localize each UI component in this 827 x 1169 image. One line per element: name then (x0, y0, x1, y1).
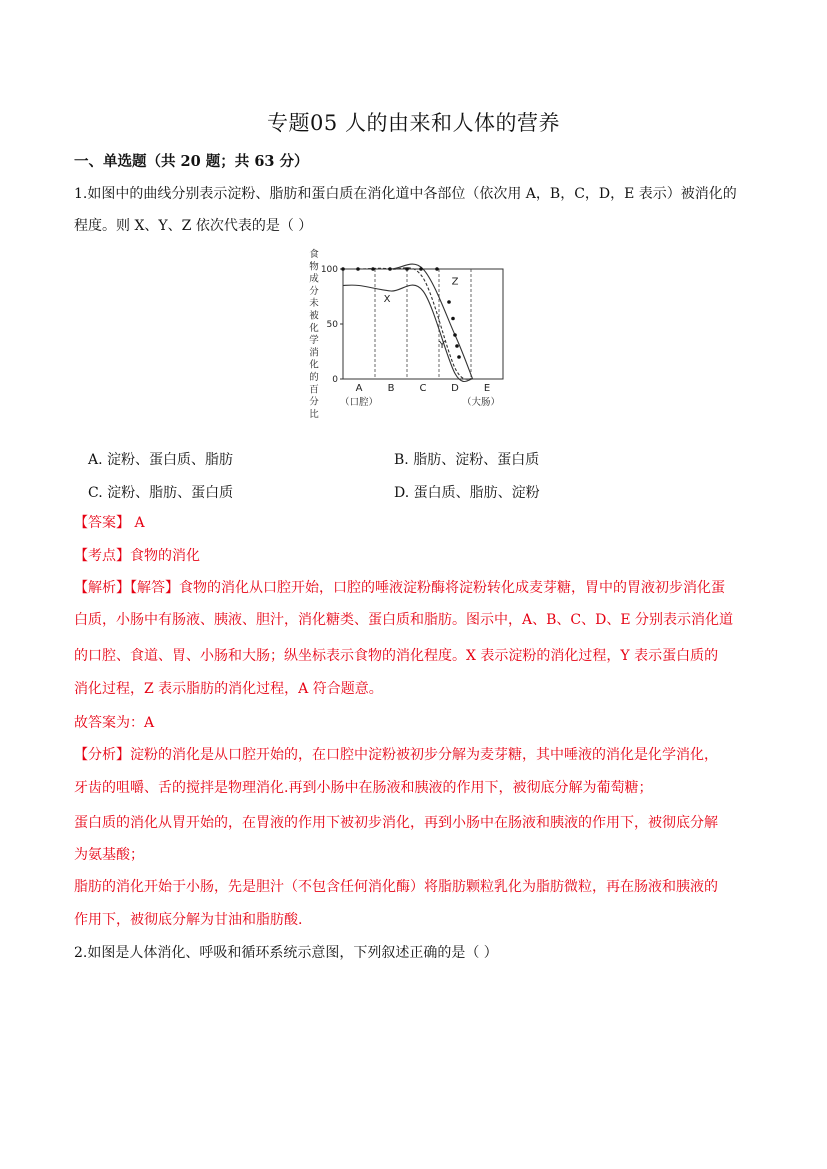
y-tick-label: 0 (332, 375, 338, 385)
digestion-chart (300, 247, 520, 432)
ylabel-char: 化 (309, 359, 319, 371)
q1-jiexi-line2: 白质，小肠中有肠液、胰液、胆汁，消化糖类、蛋白质和脂肪。图示中，A、B、C、D、E 分别表示消化道 (74, 612, 734, 628)
ylabel-char: 成 (309, 273, 319, 285)
series-point-z (371, 267, 375, 271)
ylabel-char: 被 (309, 310, 319, 322)
q1-jiexi-line1: 【解析】【解答】食物的消化从口腔开始，口腔的唾液淀粉酶将淀粉转化成麦芽糖，胃中的胃液初步消化蛋 (74, 580, 725, 596)
q1-option-a[interactable]: A. 淀粉、蛋白质、脂肪 (88, 452, 234, 468)
x-tick-label: D (451, 383, 459, 394)
q1-stem-line1: 1.如图中的曲线分别表示淀粉、脂肪和蛋白质在消化道中各部位（依次用 A，B，C，D，E 表示）被消化的 (74, 186, 737, 202)
series-point-z (405, 267, 409, 271)
plot-frame (343, 269, 503, 379)
q1-option-b[interactable]: B. 脂肪、淀粉、蛋白质 (394, 452, 540, 468)
ylabel-char: 百 (309, 384, 319, 396)
x-sublabel: （大肠） (461, 397, 501, 408)
q1-guda: 故答案为：A (74, 715, 155, 731)
q1-option-c[interactable]: C. 淀粉、脂肪、蛋白质 (88, 485, 234, 501)
section-heading: 一、单选题（共 20 题；共 63 分） (74, 153, 309, 170)
q1-stem-line2: 程度。则 X、Y、Z 依次代表的是（ ） (74, 218, 313, 234)
q1-answer: 【答案】 A (74, 515, 145, 531)
series-label-y: Y (438, 340, 446, 352)
ylabel-char: 未 (309, 298, 319, 310)
series-label-z: Z (451, 276, 459, 288)
x-tick-label: B (387, 383, 395, 394)
x-sublabel: （口腔） (339, 397, 379, 408)
ylabel-char: 物 (309, 261, 319, 273)
series-label-x: X (383, 294, 391, 305)
x-tick-label: A (355, 383, 363, 394)
series-point-z (451, 317, 455, 321)
q1-fenxi-line6: 作用下，被彻底分解为甘油和脂肪酸. (74, 912, 303, 928)
page-title: 专题05 人的由来和人体的营养 (267, 111, 560, 135)
q1-fenxi-line1: 【分析】淀粉的消化是从口腔开始的，在口腔中淀粉被初步分解为麦芽糖，其中唾液的消化是化学消化， (74, 747, 718, 763)
q1-fenxi-line3: 蛋白质的消化从胃开始的，在胃液的作用下被初步消化，再到小肠中在肠液和胰液的作用下，被彻底分解 (74, 815, 718, 831)
ylabel-char: 化 (309, 322, 319, 334)
x-tick-label: C (419, 383, 427, 394)
ylabel-char: 分 (309, 396, 319, 408)
y-tick-label: 50 (326, 320, 338, 330)
chart-ylabel (309, 248, 319, 420)
series-point-z (419, 267, 423, 271)
q1-option-d[interactable]: D. 蛋白质、脂肪、淀粉 (394, 485, 540, 501)
series-point-z (356, 267, 360, 271)
q1-jiexi-line4: 消化过程，Z 表示脂肪的消化过程，A 符合题意。 (74, 681, 383, 697)
series-point-z (447, 300, 451, 304)
ylabel-char: 比 (309, 408, 319, 420)
q1-fenxi-line4: 为氨基酸； (74, 847, 144, 863)
q1-jiexi-line3: 的口腔、食道、胃、小肠和大肠；纵坐标表示食物的消化程度。X 表示淀粉的消化过程，Y 表示蛋白质的 (74, 648, 719, 664)
series-point-z (341, 267, 345, 271)
ylabel-char: 学 (309, 335, 319, 347)
series-line-x (343, 285, 473, 381)
chart-axes (321, 265, 503, 408)
series-point-z (457, 355, 461, 359)
ylabel-char: 的 (309, 372, 319, 383)
series-point-z (455, 344, 459, 348)
ylabel-char: 分 (309, 285, 319, 297)
q1-fenxi-line5: 脂肪的消化开始于小肠，先是胆汁（不包含任何消化酶）将脂肪颗粒乳化为脂肪微粒，再在肠液和胰液的 (74, 879, 718, 895)
series-point-z (388, 267, 392, 271)
digestion-chart-svg (300, 247, 520, 432)
series-point-z (435, 267, 439, 271)
y-tick-label: 100 (320, 265, 338, 275)
q1-fenxi-line2: 牙齿的咀嚼、舌的搅拌是物理消化.再到小肠中在肠液和胰液的作用下，被彻底分解为葡萄糖； (74, 780, 653, 796)
q1-kaodian: 【考点】食物的消化 (74, 548, 200, 564)
ylabel-char: 食 (309, 249, 319, 260)
q2-stem: 2.如图是人体消化、呼吸和循环系统示意图，下列叙述正确的是（ ） (74, 945, 498, 961)
series-point-z (453, 333, 457, 337)
x-tick-label: E (483, 383, 491, 394)
ylabel-char: 消 (309, 347, 319, 359)
